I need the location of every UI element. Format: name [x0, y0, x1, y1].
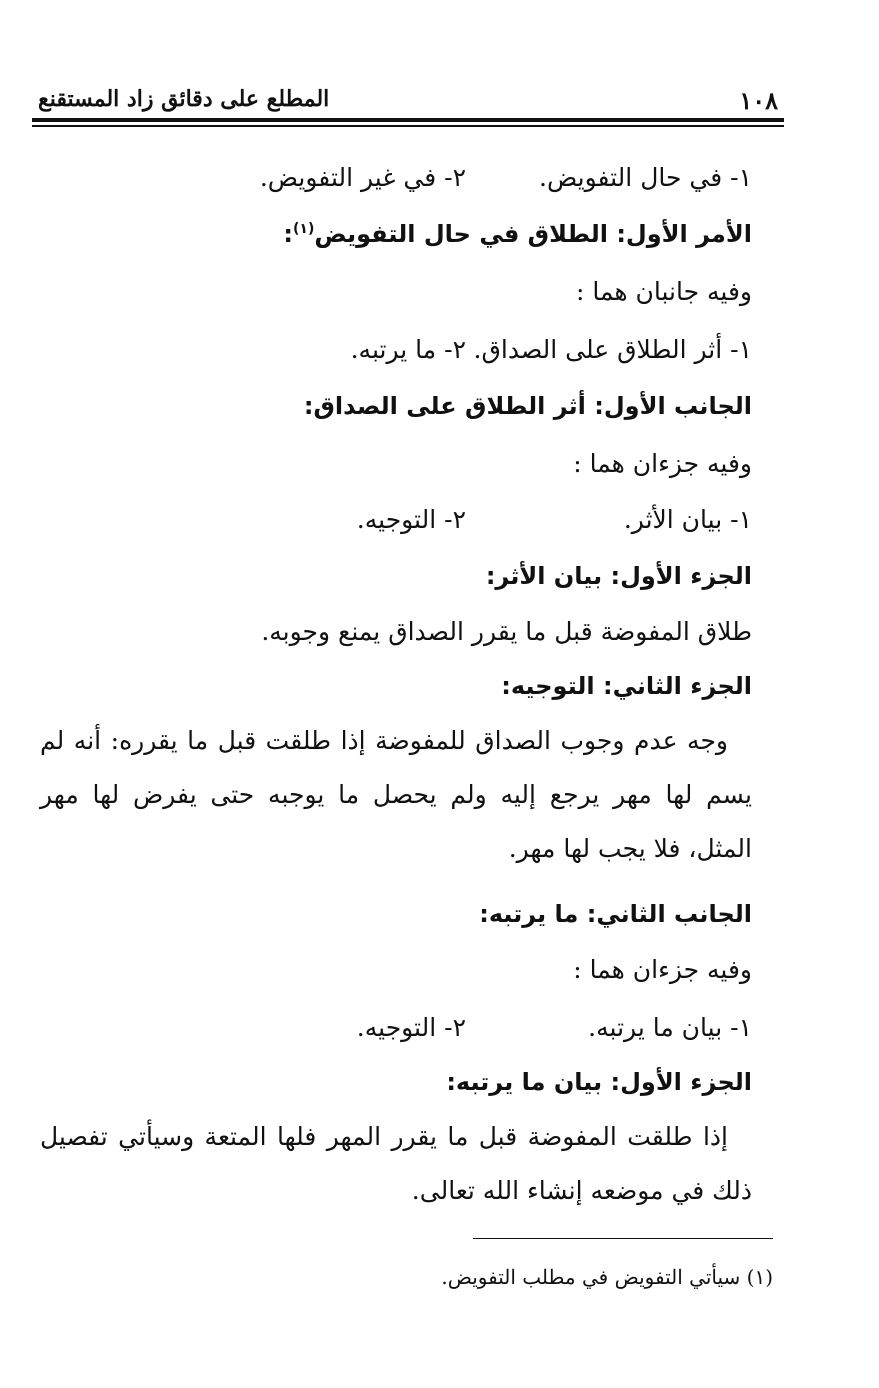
running-header — [32, 78, 784, 118]
parts-list-1-item-2: ٢- التوجيه. — [356, 505, 466, 534]
intro-list-item-2: ٢- في غير التفويض. — [259, 163, 466, 192]
intro-list-item-1: ١- في حال التفويض. — [539, 163, 752, 192]
text-effect: طلاق المفوضة قبل ما يقرر الصداق يمنع وجوبه. — [261, 617, 752, 646]
text-consequence: إذا طلقت المفوضة قبل ما يقرر المهر فلها المتعة وسيأتي تفصيل ذلك في موضعه إنشاء الله تعالى. — [40, 1122, 752, 1205]
sides-intro: وفيه جانبان هما : — [575, 277, 752, 306]
book-title: المطلع على دقائق زاد المستقنع — [38, 86, 330, 112]
heading-part2-justification: الجزء الثاني: التوجيه: — [501, 672, 752, 700]
footnote: (١) سيأتي التفويض في مطلب التفويض. — [441, 1265, 773, 1289]
heading-part1-effect: الجزء الأول: بيان الأثر: — [485, 562, 752, 590]
heading-side-2: الجانب الثاني: ما يرتبه: — [479, 900, 752, 928]
footnote-marker: (١) — [293, 221, 315, 237]
sides-list-item-1: ١- أثر الطلاق على الصداق. — [473, 335, 752, 364]
parts-intro-2: وفيه جزءان هما : — [573, 955, 752, 984]
footnote-separator — [473, 1238, 773, 1239]
page-number: ١٠٨ — [739, 86, 778, 115]
header-rule-thick — [32, 118, 784, 122]
parts-list-2-item-1: ١- بيان ما يرتبه. — [588, 1013, 752, 1042]
parts-intro-1: وفيه جزءان هما : — [573, 449, 752, 478]
heading-part1-consequence: الجزء الأول: بيان ما يرتبه: — [446, 1068, 752, 1096]
heading-first-matter: الأمر الأول: الطلاق في حال التفويض$^{(١)}$: — [283, 220, 752, 248]
heading-side-1: الجانب الأول: أثر الطلاق على الصداق: — [303, 392, 752, 420]
parts-list-2-item-2: ٢- التوجيه. — [356, 1013, 466, 1042]
header-rule-thin — [32, 125, 784, 127]
text-justification: وجه عدم وجوب الصداق للمفوضة إذا طلقت قبل ما يقرره: أنه لم يسم لها مهر يرجع إليه ولم يحصل ما يوجبه حتى يفرض لها مهر المثل، فلا يجب لها مهر. — [40, 726, 752, 863]
parts-list-1-item-1: ١- بيان الأثر. — [623, 505, 752, 534]
sides-list-item-2: ٢- ما يرتبه. — [350, 335, 466, 364]
